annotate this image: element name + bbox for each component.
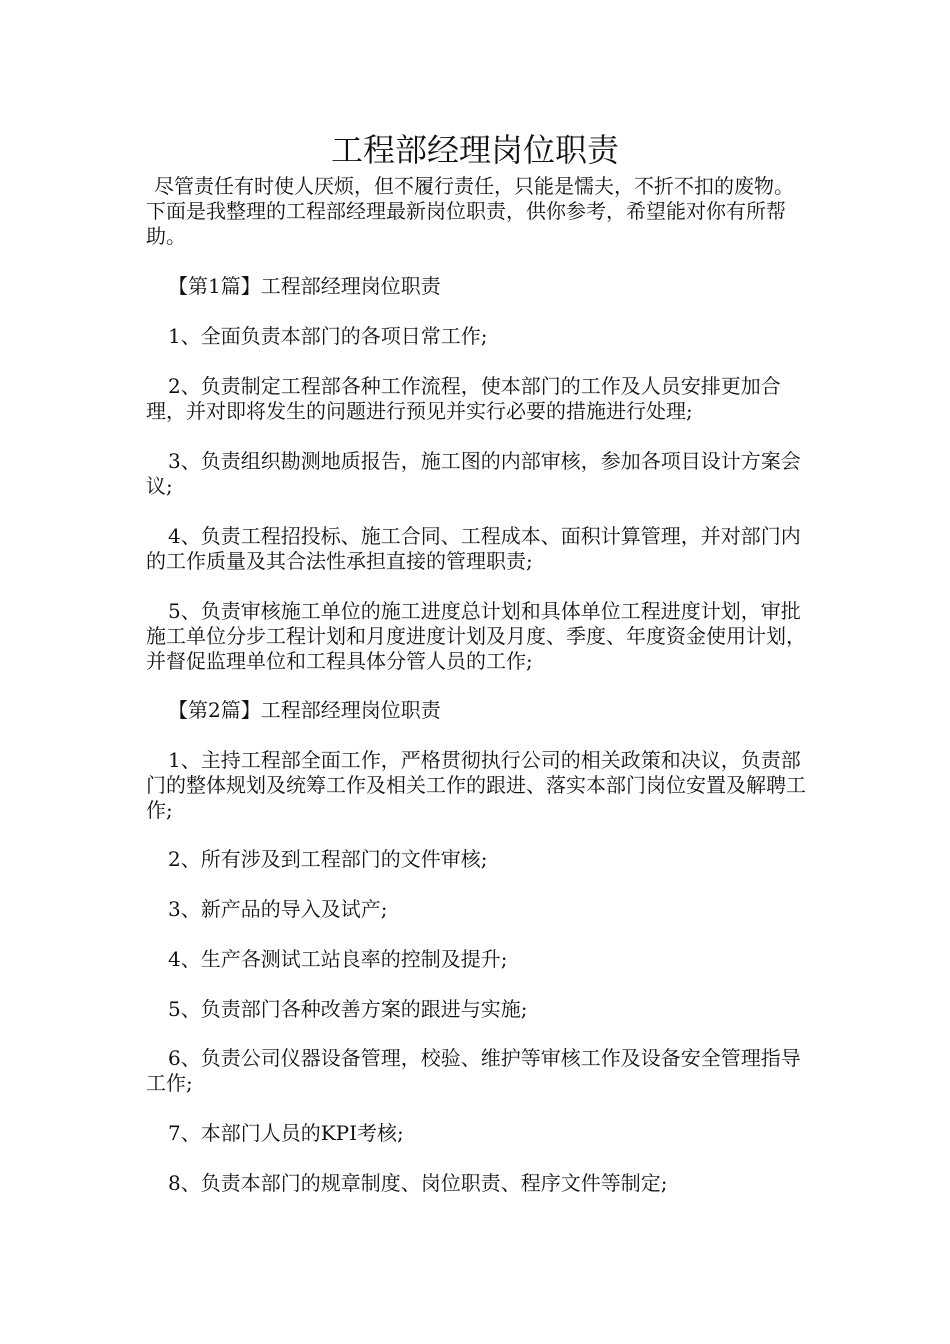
section-1-item: 1、全面负责本部门的各项日常工作;	[168, 324, 488, 348]
section-1-item: 3、负责组织勘测地质报告，施工图的内部审核，参加各项目设计方案会议;	[146, 449, 801, 498]
document-title: 工程部经理岗位职责	[330, 131, 619, 169]
section-1-item: 2、负责制定工程部各种工作流程，使本部门的工作及人员安排更加合理，并对即将发生的问题进行预见并实行必要的措施进行处理;	[146, 374, 781, 423]
section-2-item: 2、所有涉及到工程部门的文件审核;	[168, 847, 488, 871]
section-2-item: 5、负责部门各种改善方案的跟进与实施;	[168, 997, 528, 1021]
section-2-item: 4、生产各测试工站良率的控制及提升;	[168, 947, 508, 971]
section-2-item: 3、新产品的导入及试产;	[168, 897, 388, 921]
section-1-heading: 【第1篇】工程部经理岗位职责	[168, 274, 441, 298]
section-2-item: 6、负责公司仪器设备管理，校验、维护等审核工作及设备安全管理指导工作;	[146, 1046, 801, 1095]
section-2-item: 1、主持工程部全面工作，严格贯彻执行公司的相关政策和决议，负责部门的整体规划及统筹工作及相关工作的跟进、落实本部门岗位安置及解聘工作;	[146, 748, 806, 822]
section-2-heading: 【第2篇】工程部经理岗位职责	[168, 698, 441, 722]
section-2-item: 8、负责本部门的规章制度、岗位职责、程序文件等制定;	[168, 1171, 668, 1195]
section-2-item: 7、本部门人员的KPI考核;	[168, 1121, 404, 1145]
section-1-item: 4、负责工程招投标、施工合同、工程成本、面积计算管理，并对部门内的工作质量及其合法性承担直接的管理职责;	[146, 524, 801, 573]
intro-paragraph: 尽管责任有时使人厌烦，但不履行责任，只能是懦夫，不折不扣的废物。下面是我整理的工程部经理最新岗位职责，供你参考，希望能对你有所帮助。	[146, 174, 794, 248]
section-1-item: 5、负责审核施工单位的施工进度总计划和具体单位工程进度计划，审批施工单位分步工程计划和月度进度计划及月度、季度、年度资金使用计划，并督促监理单位和工程具体分管人员的工作;	[146, 599, 806, 673]
